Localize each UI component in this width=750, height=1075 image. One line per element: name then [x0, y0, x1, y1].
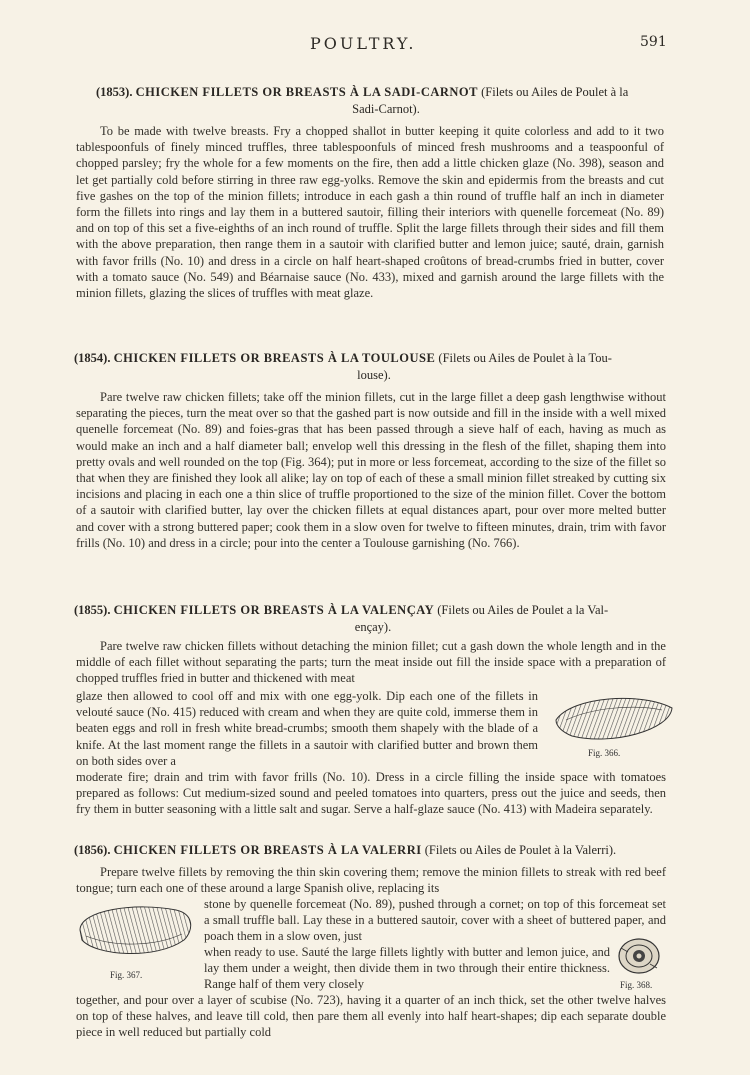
recipe-french-title-cont: Sadi-Carnot). — [352, 102, 420, 116]
recipe-french-title: (Filets ou Ailes de Poulet à la — [481, 85, 629, 99]
paragraph: Pare twelve raw chicken fillets; take off the minion fillets, cut in the large fillet a deep gash lengthwise without separating the pieces, turn the meat over so that the gashed part is now outside and fill in the inside with a well mixed quenelle forcemeat (No. 89) and foies-gras that has been passed through a sieve half of each, having as much as would make an inch and a half diameter ball; envelop well this dressing in the flesh of the fillet, shaping them into pretty ovals and well rounded on the top (Fig. 364); put in more or less forcemeat, according to the size of the fillet so that when they are finished they look all alike; lay on top of each of these a small minion fillet streaked by cutting six incisions and placing in each one a thin slice of truffle proportioned to the size of the minion fillet. Cover the bottom of a sautoir with clarified butter, lay over the chicken fillets at equal distances apart, pour over more melted butter and cover with a strong buttered paper; cook them in a slow oven for twelve to fifteen minutes, drain, trim with favor frills (No. 10) and dress in a circle; pour into the center a Toulouse garnishing (No. 766). — [76, 390, 666, 550]
recipe-french-title-cont: ençay). — [354, 620, 392, 634]
figure-caption: Fig. 368. — [620, 980, 653, 990]
recipe-french-title: (Filets ou Ailes de Poulet à la Valerri). — [424, 843, 617, 857]
recipe-french-title: (Filets ou Ailes de Poulet a la Val- — [437, 603, 609, 617]
recipe-text-1855-b — [76, 688, 538, 769]
paragraph: Prepare twelve fillets by removing the thin skin covering them; remove the minion fillets to streak with red beef tongue; turn each one of these around a large Spanish olive, replacing its — [76, 865, 666, 896]
recipe-number: (1854). — [74, 351, 111, 365]
paragraph: stone by quenelle forcemeat (No. 89), pushed through a cornet; on top of this forcemeat set a small truffle ball. Lay these in a buttered sautoir, cover with a sheet of buttered paper, and poach them in a slow oven, just — [204, 897, 666, 944]
paragraph: glaze then allowed to cool off and mix with one egg-yolk. Dip each one of the fillets in velouté sauce (No. 415) reduced with cream and when they are quite cold, immerse them in beaten eggs and roll in fresh white bread-crumbs; smooth them shapely with the blade of a knife. At the last moment range the fillets in a sautoir with clarified butter and brown them on both sides over a — [76, 689, 538, 768]
recipe-french-title: (Filets ou Ailes de Poulet à la Tou- — [438, 351, 612, 365]
fillet-illustration-icon — [76, 900, 196, 964]
running-header — [0, 34, 750, 58]
paragraph: moderate fire; drain and trim with favor frills (No. 10). Dress in a circle filling the inside space with tomatoes prepared as follows: Cut medium-sized sound and peeled tomatoes into quarters, press out the juice and seeds, then fry them in butter seasoning with a little salt and sugar. Serve a half-glaze sauce (No. 413) with Madeira separately. — [76, 770, 666, 817]
recipe-number: (1855). — [74, 603, 111, 617]
figure-367 — [76, 900, 200, 984]
recipe-title: CHICKEN FILLETS OR BREASTS À LA VALENÇAY — [113, 603, 435, 617]
figure-368 — [614, 936, 674, 992]
recipe-number: (1853). — [96, 85, 133, 99]
recipe-text-1856-d — [76, 992, 666, 1041]
recipe-heading-1856 — [74, 842, 674, 859]
rolled-fillet-olive-icon — [614, 936, 664, 976]
stuffed-fillet-illustration-icon — [552, 690, 676, 746]
running-title: POULTRY. — [310, 34, 417, 53]
recipe-text-1856-a — [76, 864, 666, 896]
paragraph: together, and pour over a layer of scubise (No. 723), having it a quarter of an inch thick, set the other twelve halves on top of these halves, and leave till cold, then pare them all evenly into half heart-shapes; dip each separate double piece in well reduced but partially cold — [76, 993, 666, 1040]
paragraph: when ready to use. Sauté the large fillets lightly with butter and lemon juice, and lay them under a weight, then divide them in two through their entire thickness. Range half of them very closely — [204, 945, 610, 992]
recipe-french-title-cont: louse). — [357, 368, 391, 382]
recipe-heading-1853 — [96, 84, 676, 118]
recipe-text-1855-c — [76, 769, 666, 818]
recipe-title: CHICKEN FILLETS OR BREASTS À LA SADI-CARNOT — [135, 85, 478, 99]
recipe-heading-1855 — [74, 602, 672, 636]
paragraph: To be made with twelve breasts. Fry a chopped shallot in butter keeping it quite colorless and add to it two tablespoonfuls of finely minced truffles, three tablespoonfuls of minced fresh mushrooms and a teaspoonful of chopped parsley; fry the whole for a few moments on the fire, then add a little chicken glaze (No. 398), season and let get partially cold before stirring in three raw egg-yolks. Remove the skin and epidermis from the breasts and cut five gashes on the top of the minion fillets; introduce in each gash a thin round of truffle half an inch in diameter form the fillets into rings and lay them in a buttered sautoir, filling their interiors with quenelle forcemeat (No. 89) and on top of this set a five-eighths of an inch round of truffle. Split the large fillets through their sides and fill them with the above preparation, then range them in a sautoir with clarified butter and lemon juice; sauté, drain, garnish with favor frills (No. 10) and dress in a circle on half heart-shaped croûtons of bread-crumbs fried in butter, cover with a tomato sauce (No. 549) and Béarnaise sauce (No. 433), mixed and garnish around the large fillets with the minion fillets, glazing the slices of truffles with meat glaze. — [76, 124, 664, 301]
recipe-number: (1856). — [74, 843, 111, 857]
recipe-text-1853 — [76, 123, 664, 301]
recipe-text-1856-b — [204, 896, 666, 945]
figure-caption: Fig. 366. — [588, 748, 621, 758]
recipe-title: CHICKEN FILLETS OR BREASTS À LA TOULOUSE — [113, 351, 436, 365]
recipe-title: CHICKEN FILLETS OR BREASTS À LA VALERRI — [113, 843, 422, 857]
paragraph: Pare twelve raw chicken fillets without detaching the minion fillet; cut a gash down the whole length and in the middle of each fillet without separating the parts; turn the meat inside out fill the inside space with a preparation of chopped truffles fried in butter and thickened with meat — [76, 639, 666, 686]
recipe-text-1856-c — [204, 944, 610, 993]
figure-366 — [552, 690, 676, 758]
recipe-text-1854 — [76, 389, 666, 551]
recipe-text-1855-a — [76, 638, 666, 687]
page-number: 591 — [640, 34, 667, 50]
figure-caption: Fig. 367. — [110, 970, 143, 980]
recipe-heading-1854 — [74, 350, 674, 384]
